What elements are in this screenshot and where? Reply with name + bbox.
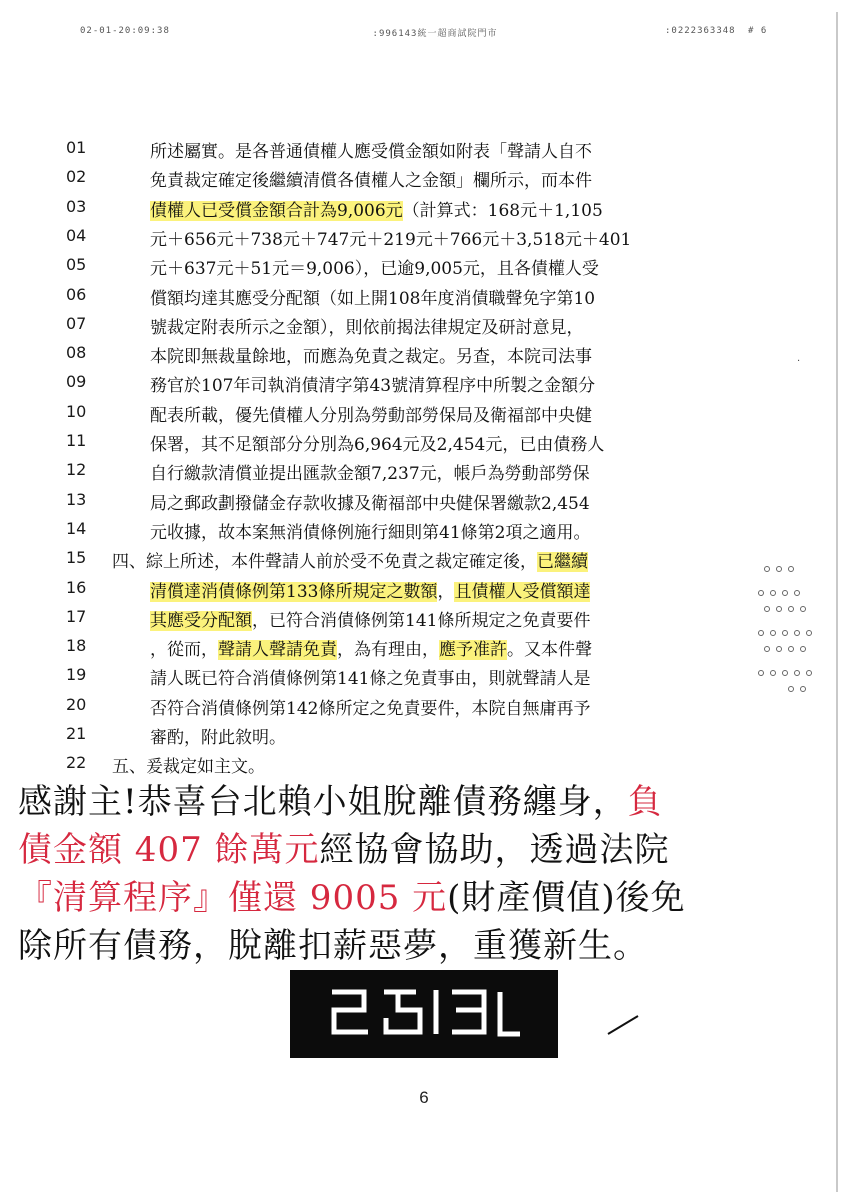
text-line (0, 310, 848, 339)
text-segment: ， (437, 581, 455, 602)
text-segment: 自行繳款清償並提出匯款金額7,237元，帳戶為勞動部勞保 (150, 464, 590, 485)
pen-mark-icon (606, 1014, 640, 1036)
text-line (0, 720, 848, 749)
scan-dot (782, 590, 788, 596)
text-line (0, 544, 848, 573)
line-text (150, 577, 590, 602)
line-text (150, 518, 590, 543)
scan-dot (782, 670, 788, 676)
text-line (0, 193, 848, 222)
scan-dot (788, 646, 794, 652)
text-line (0, 163, 848, 192)
scan-dot (800, 606, 806, 612)
scan-mark: · (797, 356, 801, 367)
scan-dot (770, 670, 776, 676)
line-number: 01 (66, 138, 87, 157)
line-number: 16 (66, 577, 87, 597)
text-segment: 所述屬實。是各普通債權人應受償金額如附表「聲請人自不 (150, 142, 592, 162)
text-segment: 五、爰裁定如主文。 (112, 757, 265, 778)
highlighted-text: 清償達消債條例第133條所規定之數額 (150, 581, 438, 602)
text-segment: 審酌，附此敘明。 (150, 728, 286, 748)
fax-datetime: 02-01-20:09:38 (80, 26, 170, 36)
text-line (0, 134, 848, 163)
overlay-text: (財產價值)後免 (447, 878, 686, 918)
line-number: 02 (66, 167, 87, 187)
line-number: 07 (66, 313, 87, 333)
scan-dot (788, 606, 794, 612)
text-segment: 配表所載，優先債權人分別為勞動部勞保局及衛福部中央健 (150, 405, 592, 426)
line-text (112, 547, 588, 572)
scan-dot (788, 686, 794, 692)
text-line (0, 632, 848, 661)
text-line (0, 691, 848, 720)
scan-dot (758, 630, 764, 636)
scan-dot (776, 566, 782, 572)
overlay-text: 感謝主!恭喜台北賴小姐脫離債務纏身， (18, 782, 628, 822)
line-text (150, 664, 590, 689)
text-line (0, 398, 848, 427)
text-line (0, 222, 848, 251)
line-text (150, 459, 590, 484)
text-segment: 本院即無裁量餘地，而應為免責之裁定。另查，本院司法事 (150, 347, 592, 368)
scan-dot (794, 630, 800, 636)
scan-dot (794, 590, 800, 596)
line-number: 06 (66, 284, 87, 304)
line-number: 17 (66, 606, 87, 626)
line-number: 19 (66, 665, 87, 685)
text-segment: ，為有理由， (337, 640, 439, 661)
highlighted-text: 應予准許 (439, 640, 507, 661)
line-text (150, 225, 631, 250)
line-text (150, 371, 595, 396)
overlay-line-1 (18, 778, 760, 826)
text-line (0, 486, 848, 515)
highlighted-text: 其應受分配額 (150, 610, 252, 631)
line-text (150, 694, 590, 719)
text-line (0, 574, 848, 603)
text-segment: ，從而， (150, 640, 218, 661)
line-number: 13 (66, 489, 87, 509)
text-line (0, 281, 848, 310)
scan-dot (770, 590, 776, 596)
highlighted-text: 且債權人受償額達 (454, 581, 591, 602)
overlay-highlight: 債金額 407 餘萬元 (18, 830, 320, 870)
text-line (0, 515, 848, 544)
congratulation-overlay (18, 778, 760, 970)
line-text (150, 606, 590, 631)
page-number: 6 (419, 1088, 429, 1107)
line-text (150, 196, 603, 221)
scan-dot (782, 630, 788, 636)
line-text (150, 342, 592, 367)
scan-dot (758, 670, 764, 676)
overlay-line-3 (18, 874, 760, 922)
line-text (150, 313, 584, 338)
scan-dot (800, 686, 806, 692)
scan-dot (794, 670, 800, 676)
text-segment: 務官於107年司執消債清字第43號清算程序中所製之金額分 (150, 376, 596, 397)
scan-dot (764, 566, 770, 572)
scan-dot (776, 606, 782, 612)
text-line (0, 456, 848, 485)
line-text (150, 401, 592, 426)
text-line (0, 339, 848, 368)
line-text (150, 489, 590, 514)
scan-dot (806, 630, 812, 636)
text-line (0, 749, 848, 778)
overlay-line-2 (18, 826, 760, 874)
text-segment: 否符合消債條例第142條所定之免責要件，本院自無庸再予 (150, 698, 591, 719)
line-number: 08 (66, 343, 87, 363)
text-segment: 償額均達其應受分配額（如上開108年度消債職聲免字第10 (150, 288, 596, 309)
text-line (0, 603, 848, 632)
line-number: 11 (66, 431, 87, 450)
scan-dot (776, 646, 782, 652)
line-number: 12 (66, 460, 87, 480)
overlay-text: 除所有債務，脫離扣薪惡夢，重獲新生。 (18, 926, 648, 966)
fax-sender: :996143統一超商試院門市 (372, 29, 498, 39)
text-segment: 免責裁定確定後繼續清償各債權人之金額」欄所示，而本件 (150, 171, 592, 192)
line-text (150, 137, 592, 162)
text-segment: 請人既已符合消債條例第141條之免責事由，則就聲請人是 (150, 669, 591, 690)
text-segment: 四、綜上所述，本件聲請人前於受不免責之裁定確定後， (112, 552, 537, 573)
line-number: 09 (66, 372, 87, 392)
line-text (150, 254, 599, 279)
scan-dot (806, 670, 812, 676)
line-number: 20 (66, 694, 87, 714)
text-line (0, 427, 848, 456)
court-seal-stamp (290, 970, 558, 1058)
seal-glyphs (324, 980, 524, 1048)
text-segment: ，已符合消債條例第141條所規定之免責要件 (252, 610, 591, 631)
line-text (150, 166, 592, 191)
text-line (0, 661, 848, 690)
text-segment: 局之郵政劃撥儲金存款收據及衛福部中央健保署繳款2,454 (150, 493, 590, 514)
text-segment: 保署，其不足額部分分別為6,964元及2,454元，已由債務人 (150, 435, 605, 455)
line-number: 18 (66, 636, 87, 656)
text-segment: （計算式：168元＋1,105 (402, 200, 603, 221)
text-segment: 元＋656元＋738元＋747元＋219元＋766元＋3,518元＋401 (150, 229, 632, 250)
line-text (150, 635, 592, 660)
line-number: 04 (66, 225, 87, 245)
line-text (112, 752, 265, 777)
line-number: 15 (66, 548, 87, 568)
highlighted-text: 已繼續 (537, 552, 588, 573)
text-segment: 元＋637元＋51元＝9,006），已逾9,005元，且各債權人受 (150, 259, 599, 280)
overlay-highlight: 『清算程序』僅還 9005 元 (18, 878, 448, 918)
line-number: 21 (66, 724, 87, 743)
line-number: 03 (66, 196, 87, 216)
scan-dot (770, 630, 776, 636)
text-line (0, 368, 848, 397)
overlay-highlight: 負 (627, 782, 663, 822)
fax-phone: :0222363348 (665, 26, 736, 36)
line-number: 10 (66, 401, 87, 421)
text-segment: 。又本件聲 (507, 640, 592, 661)
fax-page-number: # 6 (748, 26, 768, 36)
line-text (150, 284, 595, 309)
scan-dots (754, 566, 814, 716)
fax-header (80, 26, 780, 40)
overlay-text: 經協會協助，透過法院 (319, 830, 670, 870)
line-number: 14 (66, 518, 87, 538)
scan-dot (758, 590, 764, 596)
scan-dot (764, 646, 770, 652)
highlighted-text: 債權人已受償金額合計為9,006元 (150, 200, 403, 221)
scan-dot (764, 606, 770, 612)
line-text (150, 723, 286, 748)
line-text (150, 430, 604, 455)
text-line (0, 251, 848, 280)
text-segment: 號裁定附表所示之金額），則依前揭法律規定及研討意見， (150, 317, 584, 338)
text-segment: 元收據，故本案無消債條例施行細則第41條第2項之適用。 (150, 522, 591, 543)
overlay-line-4 (18, 922, 760, 970)
line-number: 22 (66, 753, 87, 773)
line-number: 05 (66, 255, 87, 275)
scan-dot (788, 566, 794, 572)
highlighted-text: 聲請人聲請免責 (218, 640, 337, 661)
scan-dot (800, 646, 806, 652)
